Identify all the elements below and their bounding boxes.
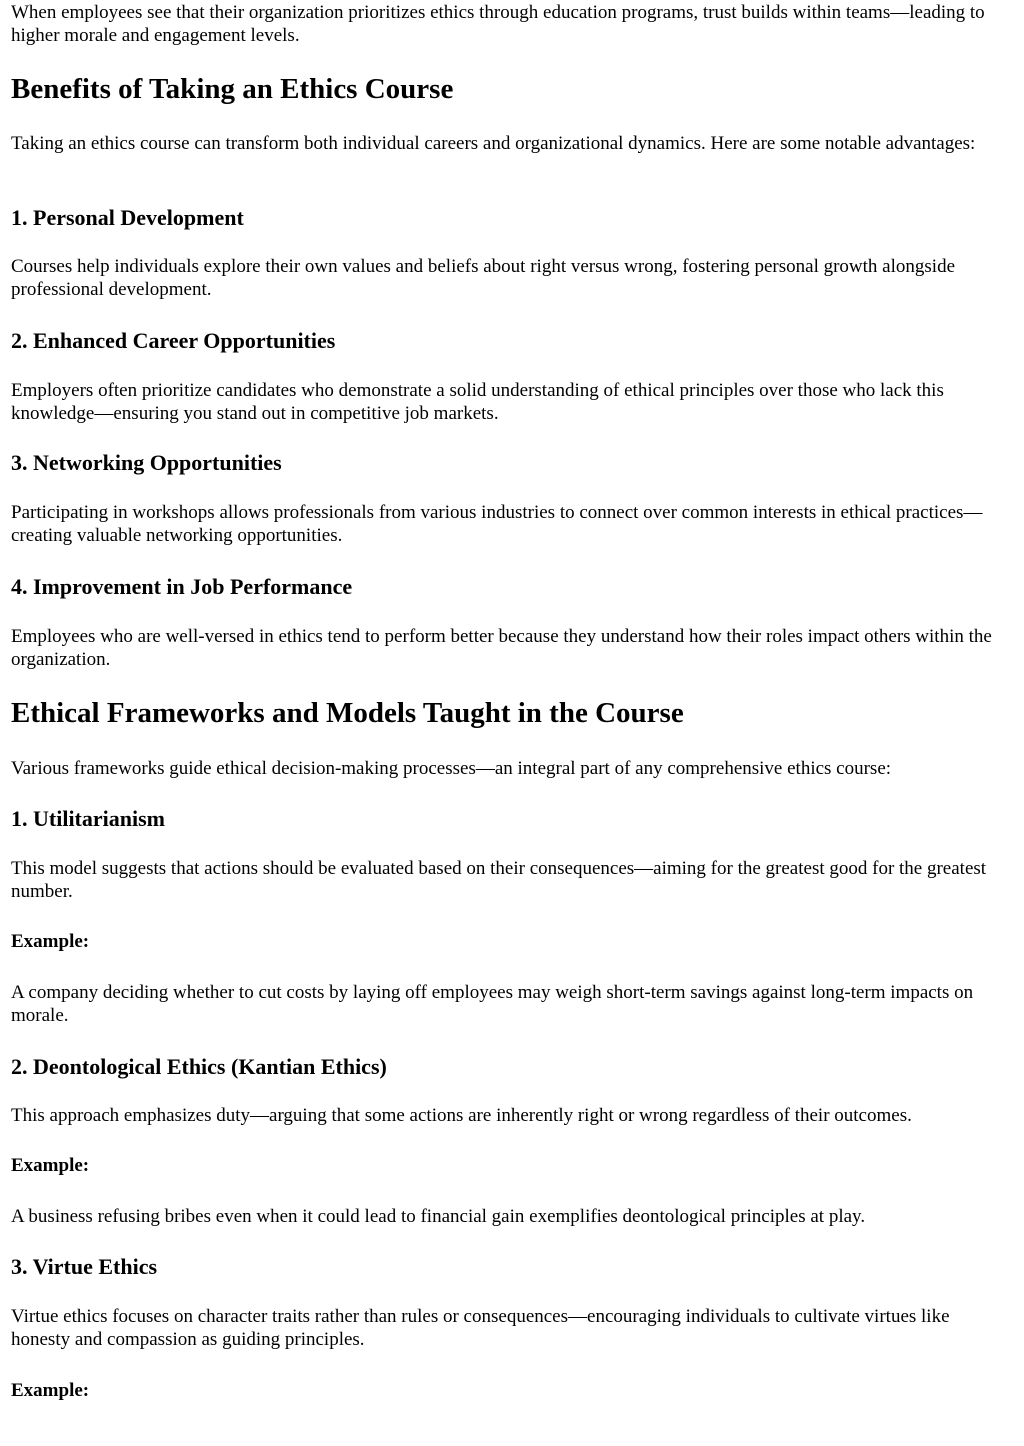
frameworks-intro-paragraph: Various frameworks guide ethical decision-making processes—an integral part of any comprehensive ethics course: — [11, 758, 892, 779]
framework-paragraph-utilitarianism: This model suggests that actions should be evaluated based on their consequences—aiming for the greatest good for the greatest number. — [11, 858, 987, 902]
example-label-utilitarianism: Example: — [11, 931, 90, 952]
benefit-paragraph-networking: Participating in workshops allows professionals from various industries to connect over common interests in ethical practices—creating valuable networking opportunities. — [11, 502, 983, 546]
benefit-paragraph-job-performance: Employees who are well-versed in ethics tend to perform better because they understand how their roles impact others within the organization. — [11, 626, 992, 670]
benefit-heading-networking: 3. Networking Opportunities — [11, 450, 282, 475]
example-paragraph-utilitarianism: A company deciding whether to cut costs by laying off employees may weigh short-term savings against long-term impacts on morale. — [11, 982, 974, 1026]
example-paragraph-deontological: A business refusing bribes even when it could lead to financial gain exemplifies deontological principles at play. — [11, 1206, 866, 1227]
framework-heading-virtue-ethics: 3. Virtue Ethics — [11, 1254, 158, 1279]
example-label-deontological: Example: — [11, 1155, 90, 1176]
framework-heading-utilitarianism: 1. Utilitarianism — [11, 806, 165, 831]
benefit-heading-personal-development: 1. Personal Development — [11, 205, 244, 230]
framework-paragraph-virtue-ethics: Virtue ethics focuses on character traits rather than rules or consequences—encouraging individuals to cultivate virtues like honesty and compassion as guiding principles. — [11, 1306, 950, 1350]
benefits-intro-paragraph: Taking an ethics course can transform both individual careers and organizational dynamics. Here are some notable advantages: — [11, 133, 976, 154]
benefit-heading-job-performance: 4. Improvement in Job Performance — [11, 574, 353, 599]
section-heading-frameworks: Ethical Frameworks and Models Taught in the Course — [11, 697, 684, 729]
benefit-paragraph-career-opportunities: Employers often prioritize candidates who demonstrate a solid understanding of ethical principles over those who lack this knowledge—ensuring you stand out in competitive job markets. — [11, 380, 944, 424]
framework-heading-deontological: 2. Deontological Ethics (Kantian Ethics) — [11, 1054, 387, 1079]
intro-paragraph: When employees see that their organization prioritizes ethics through education programs, trust builds within teams—leading to higher morale and engagement levels. — [11, 2, 985, 46]
benefit-paragraph-personal-development: Courses help individuals explore their own values and beliefs about right versus wrong, fostering personal growth alongside professional development. — [11, 256, 955, 300]
benefit-heading-career-opportunities: 2. Enhanced Career Opportunities — [11, 328, 336, 353]
section-heading-benefits: Benefits of Taking an Ethics Course — [11, 73, 454, 105]
framework-paragraph-deontological: This approach emphasizes duty—arguing that some actions are inherently right or wrong regardless of their outcomes. — [11, 1105, 912, 1126]
example-label-virtue-ethics: Example: — [11, 1380, 90, 1401]
